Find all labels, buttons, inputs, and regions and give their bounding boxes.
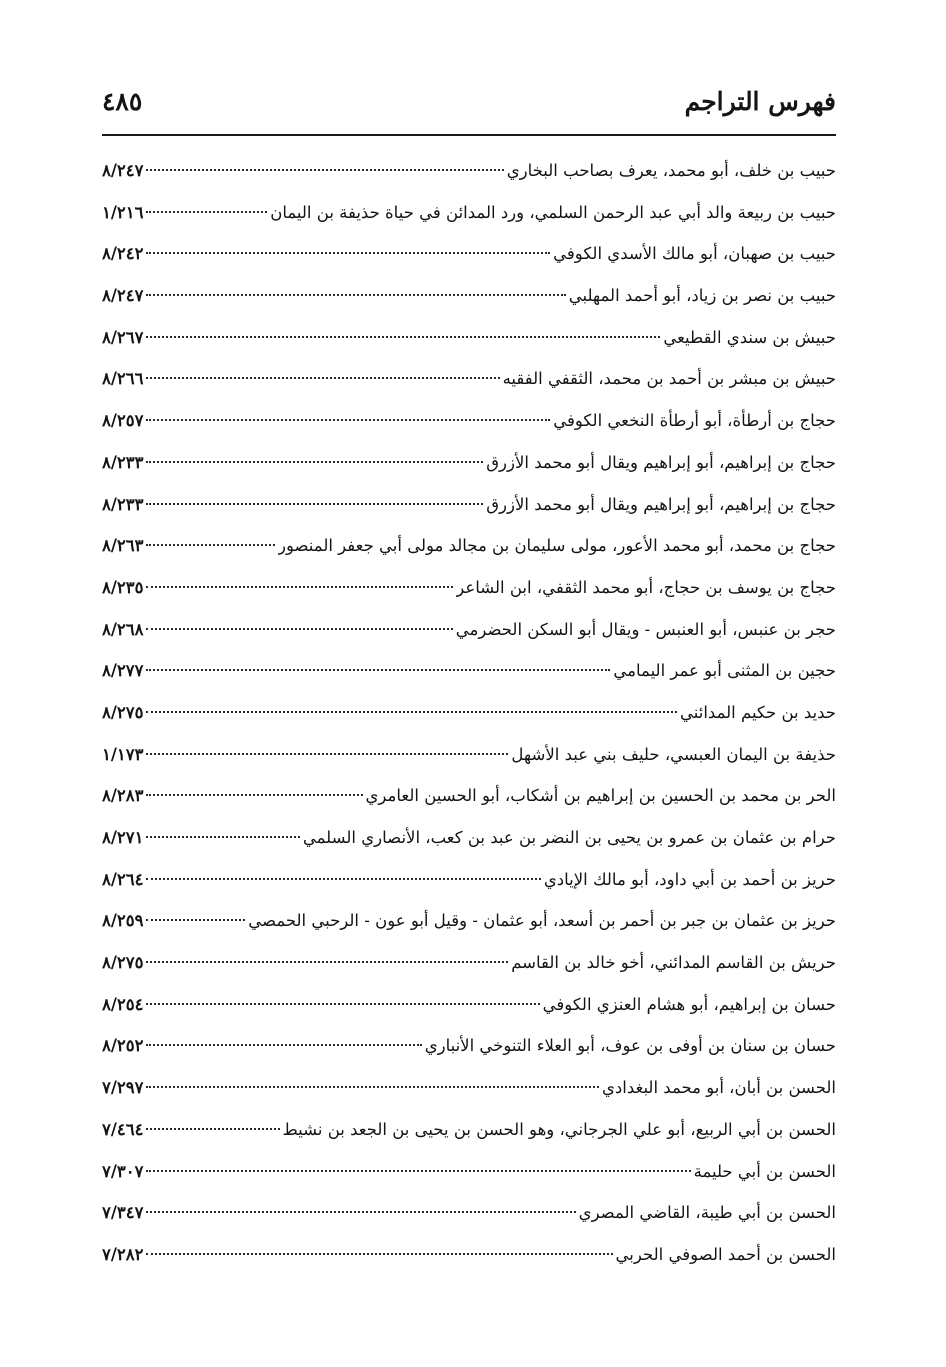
entry-name: حبيب بن صهبان، أبو مالك الأسدي الكوفي: [553, 244, 836, 264]
entry-name: حريش بن القاسم المدائني، أخو خالد بن القاسم: [511, 953, 836, 973]
index-entry: [102, 692, 836, 734]
index-entry: [102, 150, 836, 192]
index-entry: [102, 609, 836, 651]
entry-reference: ٨/٢٧١: [102, 828, 144, 847]
index-entry: [102, 442, 836, 484]
dot-leader: [146, 211, 267, 213]
dot-leader: [146, 252, 550, 254]
entry-reference: ٧/٣٠٧: [102, 1161, 144, 1181]
entry-reference: ٨/٢٦٨: [102, 619, 144, 639]
page-header: [102, 80, 836, 124]
entry-name: حريز بن أحمد بن أبي داود، أبو مالك الإيادي: [543, 869, 836, 889]
dot-leader: [146, 1170, 690, 1172]
dot-leader: [146, 336, 660, 338]
entry-reference: ٨/٢٦٤: [102, 869, 144, 889]
entry-reference: ٨/٢٤٧: [102, 161, 144, 180]
dot-leader: [146, 419, 550, 421]
dot-leader: [146, 753, 508, 755]
entry-reference: ١/٢١٦: [102, 202, 144, 222]
index-entry: [102, 192, 836, 234]
index-entry: [102, 900, 836, 942]
index-entry: [102, 358, 836, 400]
dot-leader: [146, 1044, 421, 1046]
index-entry: [102, 650, 836, 692]
dot-leader: [146, 1253, 612, 1255]
index-entry: [102, 859, 836, 901]
entry-name: الحسن بن أبي طيبة، القاضي المصري: [578, 1203, 836, 1223]
entry-reference: ٧/٢٨٢: [102, 1244, 144, 1264]
index-entry: [102, 1234, 836, 1276]
entry-reference: ٨/٢٥٢: [102, 1036, 144, 1056]
entry-reference: ٨/٢٥٤: [102, 994, 144, 1014]
entry-name: حجاج بن إبراهيم، أبو إبراهيم ويقال أبو محمد الأزرق: [486, 494, 836, 514]
entry-reference: ٨/٢٥٩: [102, 911, 144, 931]
entry-name: حجين بن المثنى أبو عمر اليمامي: [613, 661, 836, 681]
entry-name: حجر بن عنبس، أبو العنبس - ويقال أبو السكن الحضرمي: [455, 619, 836, 639]
entry-name: حجاج بن أرطأة، أبو أرطأة النخعي الكوفي: [553, 411, 836, 431]
entries-list: [102, 150, 836, 1276]
index-entry: [102, 734, 836, 776]
entry-name: حبيب بن نصر بن زياد، أبو أحمد المهلبي: [568, 286, 836, 306]
index-entry: [102, 775, 836, 817]
entry-reference: ٨/٢٥٧: [102, 411, 144, 431]
dot-leader: [146, 586, 453, 588]
entry-reference: ٧/٣٤٧: [102, 1203, 144, 1223]
dot-leader: [146, 919, 245, 921]
page-title: فهرس التراجم: [684, 87, 836, 116]
dot-leader: [146, 711, 677, 713]
entry-reference: ٨/٢٣٣: [102, 452, 144, 472]
dot-leader: [146, 544, 275, 546]
dot-leader: [146, 1211, 575, 1213]
index-entry: [102, 275, 836, 317]
entry-name: حسان بن سنان بن أوفى بن عوف، أبو العلاء التنوخي الأنباري: [424, 1036, 836, 1056]
index-entry: [102, 484, 836, 526]
entry-name: حجاج بن يوسف بن حجاج، أبو محمد الثقفي، ابن الشاعر: [456, 577, 836, 597]
header-rule: [102, 134, 836, 136]
dot-leader: [146, 169, 503, 171]
dot-leader: [146, 1128, 279, 1130]
index-entry: [102, 1151, 836, 1193]
entry-name: الحسن بن أبي الربيع، أبو علي الجرجاني، وهو الحسن بن يحيى بن الجعد بن نشيط: [282, 1119, 836, 1139]
dot-leader: [146, 377, 499, 379]
entry-name: حبيب بن خلف، أبو محمد، يعرف بصاحب البخاري: [506, 161, 836, 180]
entry-reference: ٨/٢٧٧: [102, 661, 144, 681]
entry-name: حبيب بن ربيعة والد أبي عبد الرحمن السلمي، ورد المدائن في حياة حذيفة بن اليمان: [270, 202, 836, 222]
entry-reference: ٨/٢٣٣: [102, 494, 144, 514]
entry-name: حسان بن إبراهيم، أبو هشام العنزي الكوفي: [542, 994, 836, 1014]
entry-reference: ٨/٢٧٥: [102, 702, 144, 722]
index-entry: [102, 1067, 836, 1109]
page-number: ٤٨٥: [102, 87, 143, 116]
entry-name: حرام بن عثمان بن عمرو بن يحيى بن النضر بن عبد بن كعب، الأنصاري السلمي: [302, 828, 836, 847]
entry-name: حجاج بن إبراهيم، أبو إبراهيم ويقال أبو محمد الأزرق: [486, 452, 836, 472]
entry-name: الحر بن محمد بن الحسين بن إبراهيم بن أشكاب، أبو الحسين العامري: [365, 786, 836, 806]
entry-name: حديد بن حكيم المدائني: [680, 702, 836, 722]
entry-name: حبيش بن سندي القطيعي: [663, 327, 836, 347]
index-entry: [102, 525, 836, 567]
entry-name: حجاج بن محمد، أبو محمد الأعور، مولى سليمان بن مجالد مولى أبي جعفر المنصور: [278, 536, 836, 556]
entry-reference: ٨/٢٤٢: [102, 244, 144, 264]
index-entry: [102, 567, 836, 609]
index-entry: [102, 942, 836, 984]
dot-leader: [146, 878, 540, 880]
entry-name: الحسن بن أبان، أبو محمد البغدادي: [601, 1078, 836, 1098]
dot-leader: [146, 1086, 599, 1088]
dot-leader: [146, 503, 483, 505]
entry-name: حريز بن عثمان بن جبر بن أحمر بن أسعد، أبو عثمان - وقيل أبو عون - الرحبي الحمصي: [248, 911, 836, 931]
dot-leader: [146, 628, 452, 630]
entry-reference: ٧/٢٩٧: [102, 1078, 144, 1098]
entry-reference: ١/١٧٣: [102, 744, 144, 764]
index-entry: [102, 1192, 836, 1234]
entry-name: حذيفة بن اليمان العبسي، حليف بني عبد الأشهل: [511, 744, 836, 764]
index-entry: [102, 1025, 836, 1067]
entry-name: حبيش بن مبشر بن أحمد بن محمد، الثقفي الفقيه: [502, 369, 836, 389]
entry-reference: ٨/٢٦٦: [102, 369, 144, 389]
dot-leader: [146, 294, 565, 296]
entry-name: الحسن بن أحمد الصوفي الحربي: [615, 1244, 836, 1264]
entry-reference: ٨/٢٤٧: [102, 286, 144, 306]
index-entry: [102, 984, 836, 1026]
dot-leader: [146, 836, 299, 838]
entry-reference: ٨/٢٨٣: [102, 786, 144, 806]
index-entry: [102, 233, 836, 275]
entry-name: الحسن بن أبي حليمة: [693, 1161, 836, 1181]
index-entry: [102, 317, 836, 359]
dot-leader: [146, 794, 362, 796]
dot-leader: [146, 669, 610, 671]
index-entry: [102, 400, 836, 442]
dot-leader: [146, 461, 483, 463]
entry-reference: ٨/٢٣٥: [102, 577, 144, 597]
index-entry: [102, 1109, 836, 1151]
dot-leader: [146, 961, 508, 963]
entry-reference: ٨/٢٧٥: [102, 953, 144, 973]
index-entry: [102, 817, 836, 859]
entry-reference: ٨/٢٦٧: [102, 327, 144, 347]
entry-reference: ٧/٤٦٤: [102, 1119, 144, 1139]
dot-leader: [146, 1003, 539, 1005]
entry-reference: ٨/٢٦٣: [102, 536, 144, 556]
